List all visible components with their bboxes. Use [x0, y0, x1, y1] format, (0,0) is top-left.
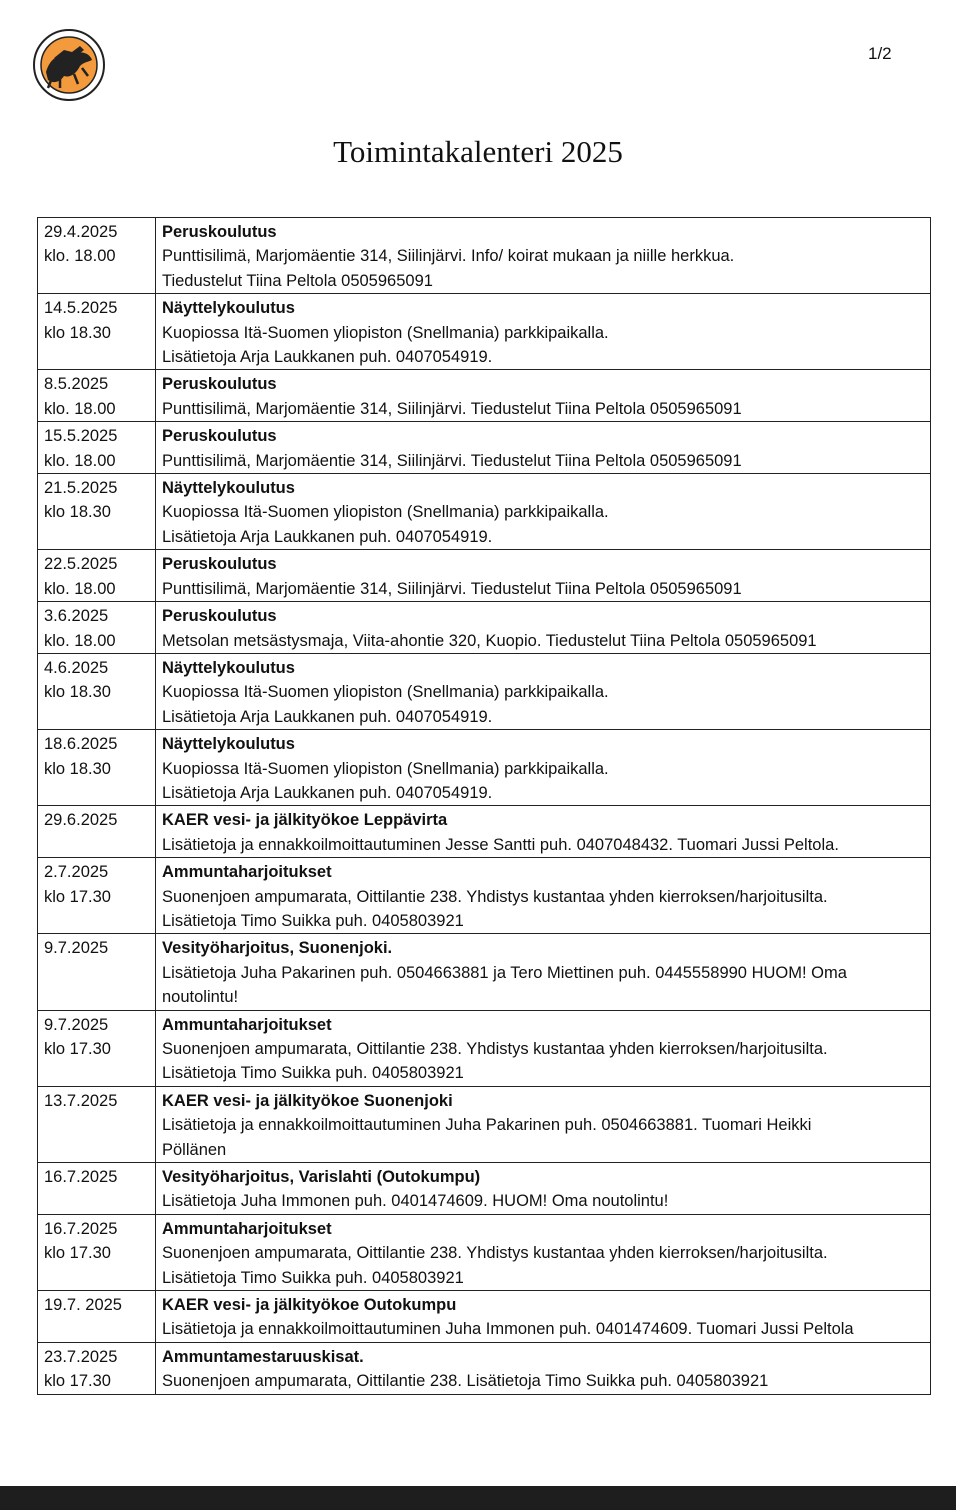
event-detail: Pöllänen	[162, 1140, 227, 1159]
event-date: 22.5.2025	[44, 555, 118, 574]
bottom-bar	[0, 1486, 956, 1510]
event-detail: Kuopiossa Itä-Suomen yliopiston (Snellmania) parkkipaikalla.	[162, 503, 609, 522]
event-time: klo 17.30	[44, 1244, 111, 1263]
event-title: Vesityöharjoitus, Suonenjoki.	[162, 939, 393, 958]
table-row	[38, 370, 931, 422]
event-title: KAER vesi- ja jälkityökoe Outokumpu	[162, 1296, 457, 1315]
event-detail: Punttisilimä, Marjomäentie 314, Siilinjärvi. Tiedustelut Tiina Peltola 0505965091	[162, 451, 742, 470]
event-title: KAER vesi- ja jälkityökoe Leppävirta	[162, 811, 448, 830]
event-time: klo 18.30	[44, 759, 111, 778]
event-date: 29.4.2025	[44, 223, 118, 241]
event-title: Näyttelykoulutus	[162, 735, 295, 754]
event-date: 15.5.2025	[44, 427, 118, 446]
event-title: Peruskoulutus	[162, 375, 277, 394]
event-info-cell	[156, 1010, 931, 1086]
table-row	[38, 1163, 931, 1215]
table-row	[38, 1010, 931, 1086]
table-row	[38, 550, 931, 602]
event-detail: Lisätietoja Timo Suikka puh. 0405803921	[162, 1268, 464, 1287]
event-date-cell	[38, 602, 156, 654]
event-detail: Kuopiossa Itä-Suomen yliopiston (Snellmania) parkkipaikalla.	[162, 323, 609, 342]
table-row	[38, 653, 931, 729]
event-date-cell	[38, 294, 156, 370]
event-title: Ammuntaharjoitukset	[162, 863, 332, 882]
event-info-cell	[156, 1342, 931, 1394]
event-title: KAER vesi- ja jälkityökoe Suonenjoki	[162, 1091, 453, 1110]
event-date: 21.5.2025	[44, 479, 118, 498]
event-date-cell	[38, 1342, 156, 1394]
table-row	[38, 294, 931, 370]
event-info-cell	[156, 550, 931, 602]
event-date-cell	[38, 858, 156, 934]
page-title: Toimintakalenteri 2025	[333, 134, 623, 169]
event-date-cell	[38, 474, 156, 550]
event-detail: Kuopiossa Itä-Suomen yliopiston (Snellmania) parkkipaikalla.	[162, 683, 609, 702]
table-row	[38, 806, 931, 858]
event-detail: Lisätietoja ja ennakkoilmoittautuminen Juha Pakarinen puh. 0504663881. Tuomari Heikki	[162, 1116, 812, 1135]
event-time: klo 17.30	[44, 1040, 111, 1058]
event-time: klo 18.30	[44, 323, 111, 342]
event-detail: Lisätietoja Juha Pakarinen puh. 0504663881 ja Tero Miettinen puh. 0445558990 HUOM! Oma	[162, 963, 847, 982]
event-info-cell	[156, 1214, 931, 1290]
event-info-cell	[156, 730, 931, 806]
event-time: klo 18.30	[44, 683, 111, 702]
table-row	[38, 858, 931, 934]
event-detail: Lisätietoja Arja Laukkanen puh. 0407054919.	[162, 707, 493, 726]
event-info-cell	[156, 294, 931, 370]
table-row	[38, 422, 931, 474]
event-date: 2.7.2025	[44, 863, 109, 882]
event-time: klo. 18.00	[44, 247, 116, 266]
event-date: 9.7.2025	[44, 1015, 109, 1034]
event-date-cell	[38, 1086, 156, 1162]
table-row	[38, 934, 931, 1010]
event-detail: noutolintu!	[162, 988, 239, 1007]
event-detail: Kuopiossa Itä-Suomen yliopiston (Snellmania) parkkipaikalla.	[162, 759, 609, 778]
event-time: klo. 18.00	[44, 579, 116, 598]
event-title: Näyttelykoulutus	[162, 479, 295, 498]
event-date: 14.5.2025	[44, 299, 118, 318]
event-info-cell	[156, 1086, 931, 1162]
event-info-cell	[156, 370, 931, 422]
event-date: 18.6.2025	[44, 735, 118, 754]
table-row	[38, 218, 931, 294]
table-row	[38, 1214, 931, 1290]
event-date: 4.6.2025	[44, 658, 109, 677]
event-info-cell	[156, 806, 931, 858]
event-title: Ammuntamestaruuskisat.	[162, 1347, 364, 1366]
event-time: klo 17.30	[44, 1372, 111, 1391]
event-info-cell	[156, 218, 931, 294]
event-date: 3.6.2025	[44, 607, 109, 626]
event-detail: Lisätietoja Juha Immonen puh. 0401474609. HUOM! Oma noutolintu!	[162, 1192, 669, 1211]
event-info-cell	[156, 858, 931, 934]
event-date-cell	[38, 1214, 156, 1290]
event-date: 16.7.2025	[44, 1168, 118, 1187]
event-detail: Lisätietoja ja ennakkoilmoittautuminen Juha Immonen puh. 0401474609. Tuomari Jussi Peltola	[162, 1320, 854, 1339]
event-date-cell	[38, 730, 156, 806]
event-date-cell	[38, 422, 156, 474]
event-date-cell	[38, 1010, 156, 1086]
event-title: Näyttelykoulutus	[162, 299, 295, 318]
event-detail: Lisätietoja Arja Laukkanen puh. 0407054919.	[162, 783, 493, 802]
event-date-cell	[38, 934, 156, 1010]
event-date: 9.7.2025	[44, 939, 109, 958]
event-date-cell	[38, 806, 156, 858]
event-detail: Suonenjoen ampumarata, Oittilantie 238. Yhdistys kustantaa yhden kierroksen/harjoitusilta.	[162, 1244, 828, 1263]
event-title: Vesityöharjoitus, Varislahti (Outokumpu)	[162, 1168, 481, 1187]
event-title: Peruskoulutus	[162, 427, 277, 446]
event-info-cell	[156, 422, 931, 474]
event-detail: Lisätietoja Timo Suikka puh. 0405803921	[162, 1064, 464, 1083]
event-date: 13.7.2025	[44, 1091, 118, 1110]
event-date: 23.7.2025	[44, 1347, 118, 1366]
event-detail: Suonenjoen ampumarata, Oittilantie 238. Yhdistys kustantaa yhden kierroksen/harjoitusilta.	[162, 1040, 828, 1058]
event-detail: Punttisilimä, Marjomäentie 314, Siilinjärvi. Tiedustelut Tiina Peltola 0505965091	[162, 579, 742, 598]
activity-calendar-table	[37, 217, 931, 1395]
club-logo	[30, 28, 108, 102]
event-date-cell	[38, 653, 156, 729]
event-date-cell	[38, 1163, 156, 1215]
event-title: Ammuntaharjoitukset	[162, 1219, 332, 1238]
event-time: klo. 18.00	[44, 399, 116, 418]
event-title: Ammuntaharjoitukset	[162, 1015, 332, 1034]
table-row	[38, 1291, 931, 1343]
event-info-cell	[156, 934, 931, 1010]
event-title: Näyttelykoulutus	[162, 658, 295, 677]
event-info-cell	[156, 602, 931, 654]
table-row	[38, 1342, 931, 1394]
event-info-cell	[156, 1291, 931, 1343]
event-time: klo. 18.00	[44, 451, 116, 470]
event-title: Peruskoulutus	[162, 607, 277, 626]
event-detail: Tiedustelut Tiina Peltola 0505965091	[162, 271, 433, 290]
event-detail: Metsolan metsästysmaja, Viita-ahontie 320, Kuopio. Tiedustelut Tiina Peltola 0505965091	[162, 631, 817, 650]
event-detail: Suonenjoen ampumarata, Oittilantie 238. Lisätietoja Timo Suikka puh. 0405803921	[162, 1372, 769, 1391]
event-time: klo. 18.00	[44, 631, 116, 650]
event-date-cell	[38, 370, 156, 422]
event-info-cell	[156, 1163, 931, 1215]
table-row	[38, 730, 931, 806]
event-date: 16.7.2025	[44, 1219, 118, 1238]
event-date: 29.6.2025	[44, 811, 118, 830]
event-time: klo 18.30	[44, 503, 111, 522]
event-date: 19.7. 2025	[44, 1296, 122, 1315]
event-title: Peruskoulutus	[162, 223, 277, 241]
event-date-cell	[38, 1291, 156, 1343]
table-row	[38, 602, 931, 654]
event-detail: Lisätietoja ja ennakkoilmoittautuminen Jesse Santti puh. 0407048432. Tuomari Jussi Peltola.	[162, 835, 839, 854]
event-time: klo 17.30	[44, 887, 111, 906]
event-date-cell	[38, 550, 156, 602]
table-row	[38, 474, 931, 550]
table-row	[38, 1086, 931, 1162]
event-detail: Lisätietoja Timo Suikka puh. 0405803921	[162, 911, 464, 930]
event-title: Peruskoulutus	[162, 555, 277, 574]
event-info-cell	[156, 474, 931, 550]
event-detail: Lisätietoja Arja Laukkanen puh. 0407054919.	[162, 527, 493, 546]
event-info-cell	[156, 653, 931, 729]
page-number: 1/2	[868, 44, 892, 63]
event-date: 8.5.2025	[44, 375, 109, 394]
event-detail: Lisätietoja Arja Laukkanen puh. 0407054919.	[162, 348, 493, 367]
event-date-cell	[38, 218, 156, 294]
event-detail: Punttisilimä, Marjomäentie 314, Siilinjärvi. Tiedustelut Tiina Peltola 0505965091	[162, 399, 742, 418]
event-detail: Suonenjoen ampumarata, Oittilantie 238. Yhdistys kustantaa yhden kierroksen/harjoitusilta.	[162, 887, 828, 906]
event-detail: Punttisilimä, Marjomäentie 314, Siilinjärvi. Info/ koirat mukaan ja niille herkkua.	[162, 247, 735, 266]
